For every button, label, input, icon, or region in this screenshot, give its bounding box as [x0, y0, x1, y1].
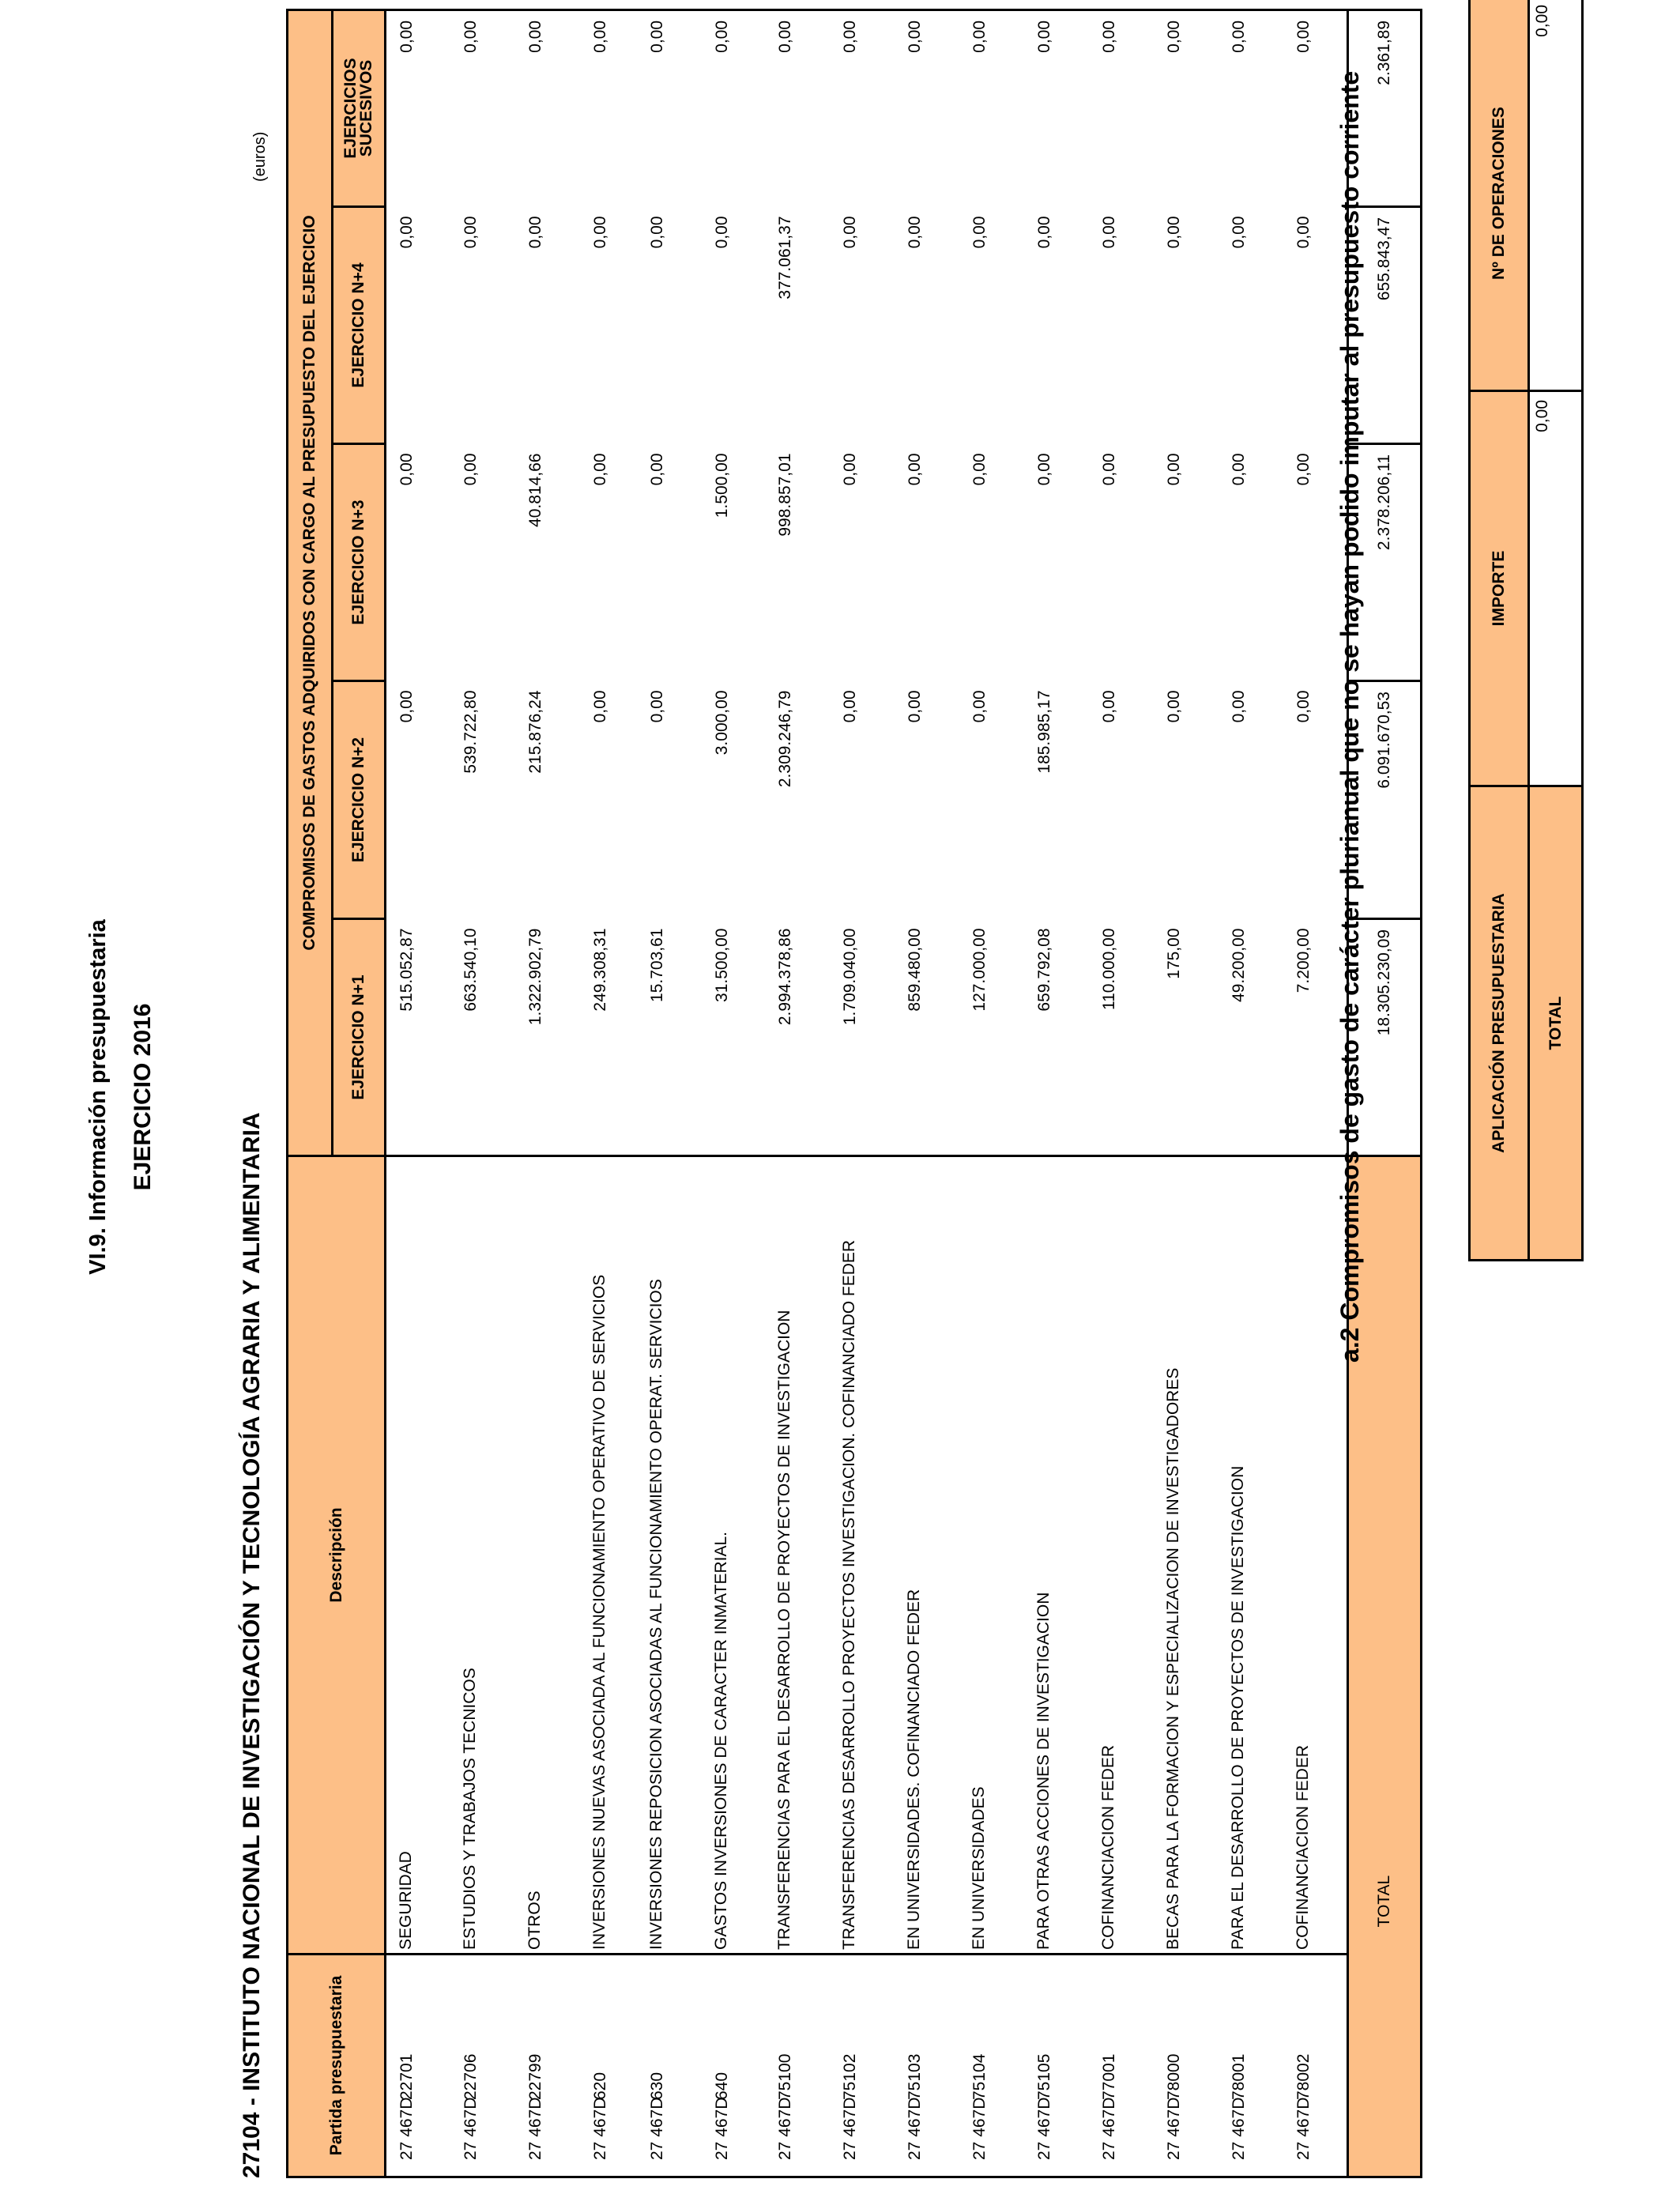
partida-cell: [959, 1955, 1024, 2177]
total-sucesivos: 2.361,89: [1348, 9, 1422, 206]
total-n4: 655.843,47: [1348, 207, 1422, 444]
description-cell: INVERSIONES REPOSICION ASOCIADAS AL FUNCIONAMIENTO OPERAT. SERVICIOS: [637, 1156, 702, 1955]
table-row: [515, 9, 580, 2177]
value-n3: 40.814,66: [525, 453, 544, 527]
a2-title: a.2 Compromisos de gasto de carácter plurianual que no se hayan podido imputar al presupuesto corriente: [1335, 70, 1364, 1363]
value-n4: 0,00: [712, 216, 731, 249]
value-suc: 0,00: [702, 9, 765, 206]
value-n1: 859.480,00: [905, 928, 924, 1012]
partida-concept: 78002: [1294, 2053, 1313, 2100]
partida-concept: 75105: [1034, 2053, 1053, 2100]
value-suc: 0,00: [1089, 9, 1154, 206]
value-n4: 0,00: [525, 216, 544, 249]
value-suc: 0,00: [1283, 9, 1348, 206]
partida-concept: 22799: [525, 2053, 544, 2100]
value-suc: 0,00: [637, 9, 702, 206]
partida-program: 27 467D: [590, 2097, 609, 2160]
value-n1: 2.994.378,86: [775, 928, 794, 1026]
value-n4: 0,00: [905, 216, 924, 249]
table-row: [450, 9, 515, 2177]
description-cell: EN UNIVERSIDADES: [959, 1156, 1024, 1955]
partida-program: 27 467D: [840, 2097, 859, 2160]
value-n1: 15.703,61: [647, 928, 666, 1002]
partida-cell: [515, 1955, 580, 2177]
value-n2: 0,00: [590, 690, 609, 723]
partida-cell: [895, 1955, 959, 2177]
value-n4: 0,00: [397, 216, 416, 249]
header-partida: Partida presupuestaria: [288, 1955, 386, 2177]
table-row: [386, 9, 450, 2177]
value-n3: 0,00: [905, 453, 924, 486]
header-n2: EJERCICIO N+2: [333, 681, 386, 919]
value-n4: 0,00: [647, 216, 666, 249]
value-suc: 0,00: [959, 9, 1024, 206]
partida-concept: 77001: [1099, 2053, 1118, 2100]
value-n2: 0,00: [1294, 690, 1313, 723]
description-cell: EN UNIVERSIDADES. COFINANCIADO FEDER: [895, 1156, 959, 1955]
a2-table: [1468, 0, 1584, 1261]
partida-program: 27 467D: [397, 2097, 416, 2160]
partida-concept: 75103: [905, 2053, 924, 2100]
value-n2: 3.000,00: [712, 690, 731, 756]
value-n4: 377.061,37: [775, 216, 794, 300]
value-n1: 515.052,87: [397, 928, 416, 1012]
value-n2: 0,00: [970, 690, 989, 723]
commitments-table: [286, 11, 1422, 2178]
partida-cell: [637, 1955, 702, 2177]
a2-header-importe: IMPORTE: [1470, 391, 1529, 786]
value-n3: 0,00: [461, 453, 480, 486]
partida-concept: 640: [712, 2071, 731, 2100]
value-suc: 0,00: [580, 9, 637, 206]
total-label: TOTAL: [1348, 1156, 1422, 1955]
units-label: (euros): [251, 131, 269, 182]
value-n1: 1.709.040,00: [840, 928, 859, 1026]
partida-concept: 22701: [397, 2053, 416, 2100]
value-n4: 0,00: [1229, 216, 1248, 249]
value-n4: 0,00: [1164, 216, 1183, 249]
partida-cell: [765, 1955, 830, 2177]
partida-concept: 78000: [1164, 2053, 1183, 2100]
value-n2: 0,00: [1099, 690, 1118, 723]
total-partida-cell: [1348, 1955, 1422, 2177]
value-n3: 0,00: [840, 453, 859, 486]
partida-program: 27 467D: [970, 2097, 989, 2160]
total-n2: 6.091.670,53: [1348, 681, 1422, 919]
description-cell: TRANSFERENCIAS DESARROLLO PROYECTOS INVESTIGACION. COFINANCIADO FEDER: [830, 1156, 895, 1955]
partida-cell: [1089, 1955, 1154, 2177]
value-n3: 0,00: [647, 453, 666, 486]
value-n1: 659.792,08: [1034, 928, 1053, 1012]
a2-header-operaciones: Nº DE OPERACIONES: [1470, 0, 1529, 391]
value-n2: 0,00: [647, 690, 666, 723]
value-n4: 0,00: [1294, 216, 1313, 249]
description-cell: TRANSFERENCIAS PARA EL DESARROLLO DE PROYECTOS DE INVESTIGACION: [765, 1156, 830, 1955]
partida-concept: 22706: [461, 2053, 480, 2100]
value-n2: 215.876,24: [525, 690, 544, 774]
partida-cell: [1154, 1955, 1219, 2177]
table-row: [1024, 9, 1089, 2177]
a2-header-aplicacion: APLICACIÓN PRESUPUESTARIA: [1470, 786, 1529, 1261]
entity-title: 27104 - INSTITUTO NACIONAL DE INVESTIGACIÓN Y TECNOLOGÍA AGRARIA Y ALIMENTARIA: [239, 1112, 265, 2178]
table-body: [386, 9, 1348, 2177]
partida-concept: 75102: [840, 2053, 859, 2100]
partida-program: 27 467D: [1034, 2097, 1053, 2160]
partida-program: 27 467D: [525, 2097, 544, 2160]
value-suc: 0,00: [1024, 9, 1089, 206]
table-row: [959, 9, 1024, 2177]
value-suc: 0,00: [765, 9, 830, 206]
partida-program: 27 467D: [1229, 2097, 1248, 2160]
partida-concept: 630: [647, 2071, 666, 2100]
table-row: [702, 9, 765, 2177]
description-cell: GASTOS INVERSIONES DE CARACTER INMATERIAL.: [702, 1156, 765, 1955]
table-row: [765, 9, 830, 2177]
value-n4: 0,00: [840, 216, 859, 249]
value-suc: 0,00: [450, 9, 515, 206]
header-descripcion: Descripción: [288, 1156, 386, 1955]
partida-program: 27 467D: [1164, 2097, 1183, 2160]
table-row: [637, 9, 702, 2177]
value-n2: 0,00: [1229, 690, 1248, 723]
partida-cell: [702, 1955, 765, 2177]
description-cell: SEGURIDAD: [386, 1156, 450, 1955]
value-n1: 31.500,00: [712, 928, 731, 1002]
description-cell: COFINANCIACION FEDER: [1283, 1156, 1348, 1955]
value-n1: 127.000,00: [970, 928, 989, 1012]
value-n3: 0,00: [1229, 453, 1248, 486]
value-n2: 185.985,17: [1034, 690, 1053, 774]
description-cell: INVERSIONES NUEVAS ASOCIADA AL FUNCIONAMIENTO OPERATIVO DE SERVICIOS: [580, 1156, 637, 1955]
value-n1: 49.200,00: [1229, 928, 1248, 1002]
partida-program: 27 467D: [647, 2097, 666, 2160]
partida-program: 27 467D: [461, 2097, 480, 2160]
value-n2: 0,00: [905, 690, 924, 723]
section-title: VI.9. Información presupuestaria: [85, 919, 111, 1275]
value-n2: 0,00: [1164, 690, 1183, 723]
value-suc: 0,00: [515, 9, 580, 206]
year-title: EJERCICIO 2016: [130, 1003, 156, 1191]
description-cell: PARA EL DESARROLLO DE PROYECTOS DE INVESTIGACION: [1219, 1156, 1283, 1955]
table-row: [1154, 9, 1219, 2177]
value-n1: 110.000,00: [1099, 928, 1118, 1011]
value-n4: 0,00: [1034, 216, 1053, 249]
total-n1: 18.305.230,09: [1348, 919, 1422, 1156]
value-n1: 249.308,31: [590, 928, 609, 1012]
value-n1: 7.200,00: [1294, 928, 1313, 993]
table-row: [1089, 9, 1154, 2177]
value-n3: 0,00: [1034, 453, 1053, 486]
a2-total-operaciones: 0,00: [1529, 0, 1583, 391]
value-n3: 0,00: [397, 453, 416, 486]
partida-program: 27 467D: [775, 2097, 794, 2160]
partida-cell: [830, 1955, 895, 2177]
header-n1: EJERCICIO N+1: [333, 919, 386, 1156]
table-row: [895, 9, 959, 2177]
value-n3: 0,00: [1099, 453, 1118, 486]
header-n3: EJERCICIO N+3: [333, 444, 386, 681]
value-n4: 0,00: [1099, 216, 1118, 249]
partida-program: 27 467D: [712, 2097, 731, 2160]
value-n1: 175,00: [1164, 928, 1183, 979]
partida-cell: [1283, 1955, 1348, 2177]
header-n4: EJERCICIO N+4: [333, 207, 386, 444]
table-row: [580, 9, 637, 2177]
value-n2: 539.722,80: [461, 690, 480, 774]
partida-program: 27 467D: [1294, 2097, 1313, 2160]
value-n4: 0,00: [461, 216, 480, 249]
partida-concept: 620: [590, 2071, 609, 2100]
value-suc: 0,00: [1154, 9, 1219, 206]
table-row: [830, 9, 895, 2177]
partida-cell: [1219, 1955, 1283, 2177]
value-n3: 1.500,00: [712, 453, 731, 518]
description-cell: BECAS PARA LA FORMACION Y ESPECIALIZACION DE INVESTIGADORES: [1154, 1156, 1219, 1955]
value-n3: 0,00: [1294, 453, 1313, 486]
description-cell: PARA OTRAS ACCIONES DE INVESTIGACION: [1024, 1156, 1089, 1955]
partida-cell: [450, 1955, 515, 2177]
value-n4: 0,00: [970, 216, 989, 249]
description-cell: OTROS: [515, 1156, 580, 1955]
partida-concept: 75104: [970, 2053, 989, 2100]
value-n2: 2.309.246,79: [775, 690, 794, 788]
value-suc: 0,00: [386, 9, 450, 206]
value-suc: 0,00: [830, 9, 895, 206]
value-suc: 0,00: [895, 9, 959, 206]
partida-program: 27 467D: [905, 2097, 924, 2160]
value-n4: 0,00: [590, 216, 609, 249]
partida-concept: 75100: [775, 2053, 794, 2100]
a2-total-importe: 0,00: [1529, 391, 1583, 786]
header-sucesivos: EJERCICIOS SUCESIVOS: [333, 9, 386, 206]
partida-cell: [386, 1955, 450, 2177]
total-n3: 2.378.206,11: [1348, 444, 1422, 681]
partida-cell: [1024, 1955, 1089, 2177]
value-n3: 0,00: [1164, 453, 1183, 486]
value-n3: 0,00: [970, 453, 989, 486]
description-cell: ESTUDIOS Y TRABAJOS TECNICOS: [450, 1156, 515, 1955]
value-n2: 0,00: [397, 690, 416, 723]
partida-concept: 78001: [1229, 2053, 1248, 2100]
value-n1: 663.540,10: [461, 928, 480, 1012]
description-cell: COFINANCIACION FEDER: [1089, 1156, 1154, 1955]
value-n3: 0,00: [590, 453, 609, 486]
table-row: [1219, 9, 1283, 2177]
partida-program: 27 467D: [1099, 2097, 1118, 2160]
value-n1: 1.322.902,79: [525, 928, 544, 1026]
value-n3: 998.857,01: [775, 453, 794, 537]
value-suc: 0,00: [1219, 9, 1283, 206]
partida-cell: [580, 1955, 637, 2177]
header-group: COMPROMISOS DE GASTOS ADQUIRIDOS CON CARGO AL PRESUPUESTO DEL EJERCICIO: [288, 9, 333, 1155]
value-n2: 0,00: [840, 690, 859, 723]
a2-total-label: TOTAL: [1529, 786, 1583, 1261]
